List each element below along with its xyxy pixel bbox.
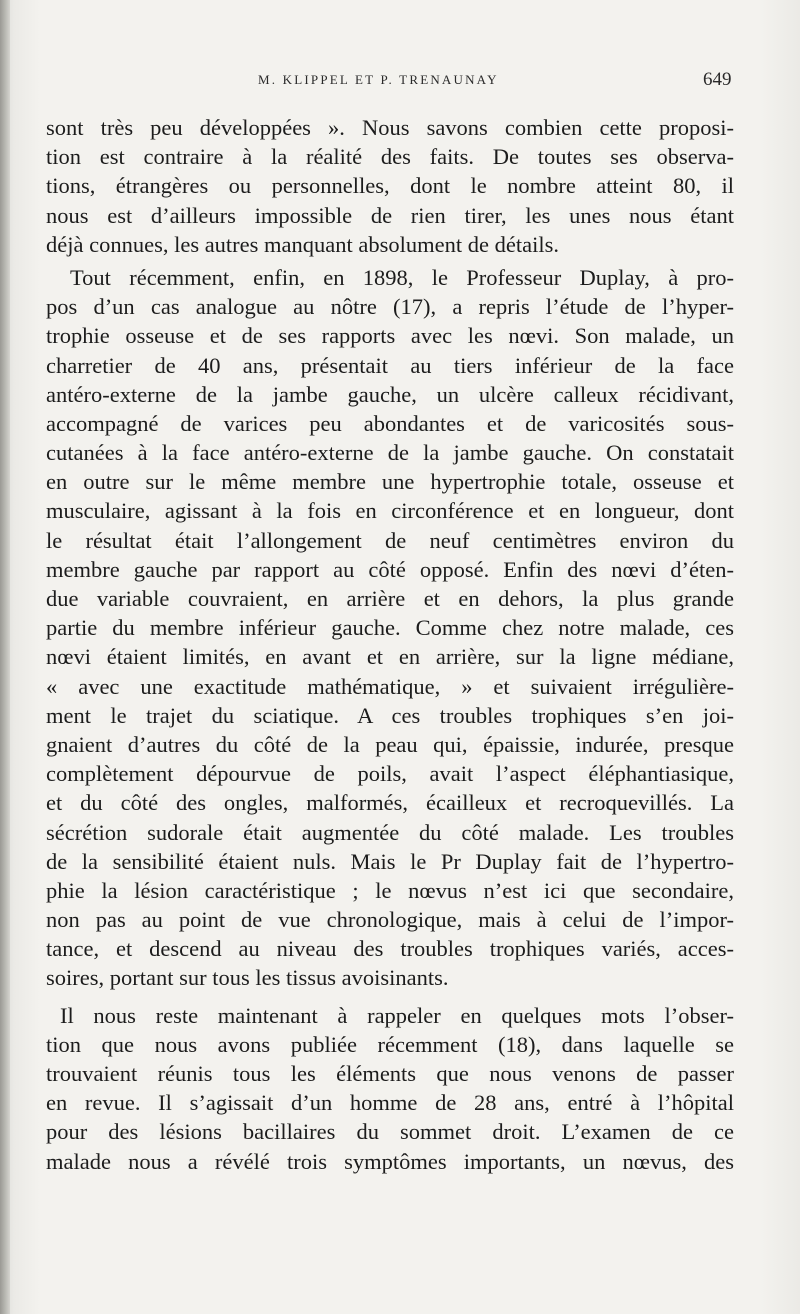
text-line: sécrétion sudorale était augmentée du côté malade. Les troubles [46,819,734,845]
text-line: tion que nous avons publiée récemment (18), dans laquelle se [46,1031,734,1057]
text-line: membre gauche par rapport au côté opposé. Enfin des nœvi d’éten- [46,556,734,582]
text-line: sont très peu développées ». Nous savons combien cette proposi- [46,115,734,140]
paragraph-1 [46,113,734,259]
text-line: pos d’un cas analogue au nôtre (17), a repris l’étude de l’hyper- [46,294,734,320]
text-line: en outre sur le même membre une hypertrophie totale, osseuse et [46,469,734,495]
text-line: tance, et descend au niveau des troubles trophiques variés, acces- [46,936,734,962]
text-line: trouvaient réunis tous les éléments que nous venons de passer [46,1061,734,1086]
body-text [46,113,734,1176]
text-line: partie du membre inférieur gauche. Comme chez notre malade, ces [46,615,734,641]
text-line: antéro-externe de la jambe gauche, un ulcère calleux récidivant, [46,381,734,407]
text-line: malade nous a révélé trois symptômes importants, un nœvus, des [46,1148,734,1174]
paragraph-2 [46,263,734,993]
text-line: accompagné de varices peu abondantes et de varicosités sous- [46,410,734,436]
text-line: gnaient d’autres du côté de la peau qui, épaissie, indurée, presque [46,731,734,757]
text-line: nous est d’ailleurs impossible de rien tirer, les unes nous étant [46,202,734,228]
text-line: déjà connues, les autres manquant absolument de détails. [46,231,559,257]
text-line: pour des lésions bacillaires du sommet droit. L’examen de ce [46,1119,734,1145]
page-header [0,69,800,96]
text-line: cutanées à la face antéro-externe de la jambe gauche. On constatait [46,440,734,466]
text-line: soires, portant sur tous les tissus avoisinants. [46,965,449,991]
text-line: trophie osseuse et de ses rapports avec les nœvi. Son malade, un [46,323,734,349]
text-line: musculaire, agissant à la fois en circonférence et en longueur, dont [46,498,734,524]
text-line: et du côté des ongles, malformés, écailleux et recroquevillés. La [46,790,734,816]
text-line: nœvi étaient limités, en avant et en arrière, sur la ligne médiane, [46,644,734,670]
running-title: M. KLIPPEL ET P. TRENAUNAY [258,72,499,87]
text-line: tion est contraire à la réalité des faits. De toutes ses observa- [46,144,734,170]
page-spine-shadow [0,0,10,1314]
text-line: phie la lésion caractéristique ; le nœvus n’est ici que secondaire, [46,877,734,903]
text-line: complètement dépourvue de poils, avait l’aspect éléphantiasique, [46,761,734,787]
text-line: en revue. Il s’agissait d’un homme de 28 ans, entré à l’hôpital [46,1090,734,1116]
paragraph-3 [46,1001,734,1176]
text-line: ment le trajet du sciatique. A ces troubles trophiques s’en joi- [46,702,734,728]
page-number: 649 [703,69,732,90]
text-line: non pas au point de vue chronologique, mais à celui de l’impor- [46,907,734,933]
text-line: Tout récemment, enfin, en 1898, le Professeur Duplay, à pro- [70,264,734,290]
text-line: « avec une exactitude mathématique, » et suivaient irrégulière- [46,673,734,699]
text-line: charretier de 40 ans, présentait au tiers inférieur de la face [46,352,734,378]
text-line: Il nous reste maintenant à rappeler en quelques mots l’obser- [60,1002,734,1028]
text-line: due variable couvraient, en arrière et en dehors, la plus grande [46,586,734,611]
text-line: de la sensibilité étaient nuls. Mais le Pr Duplay fait de l’hypertro- [46,848,734,874]
text-line: le résultat était l’allongement de neuf centimètres environ du [46,527,734,553]
text-line: tions, étrangères ou personnelles, dont le nombre atteint 80, il [46,173,734,199]
